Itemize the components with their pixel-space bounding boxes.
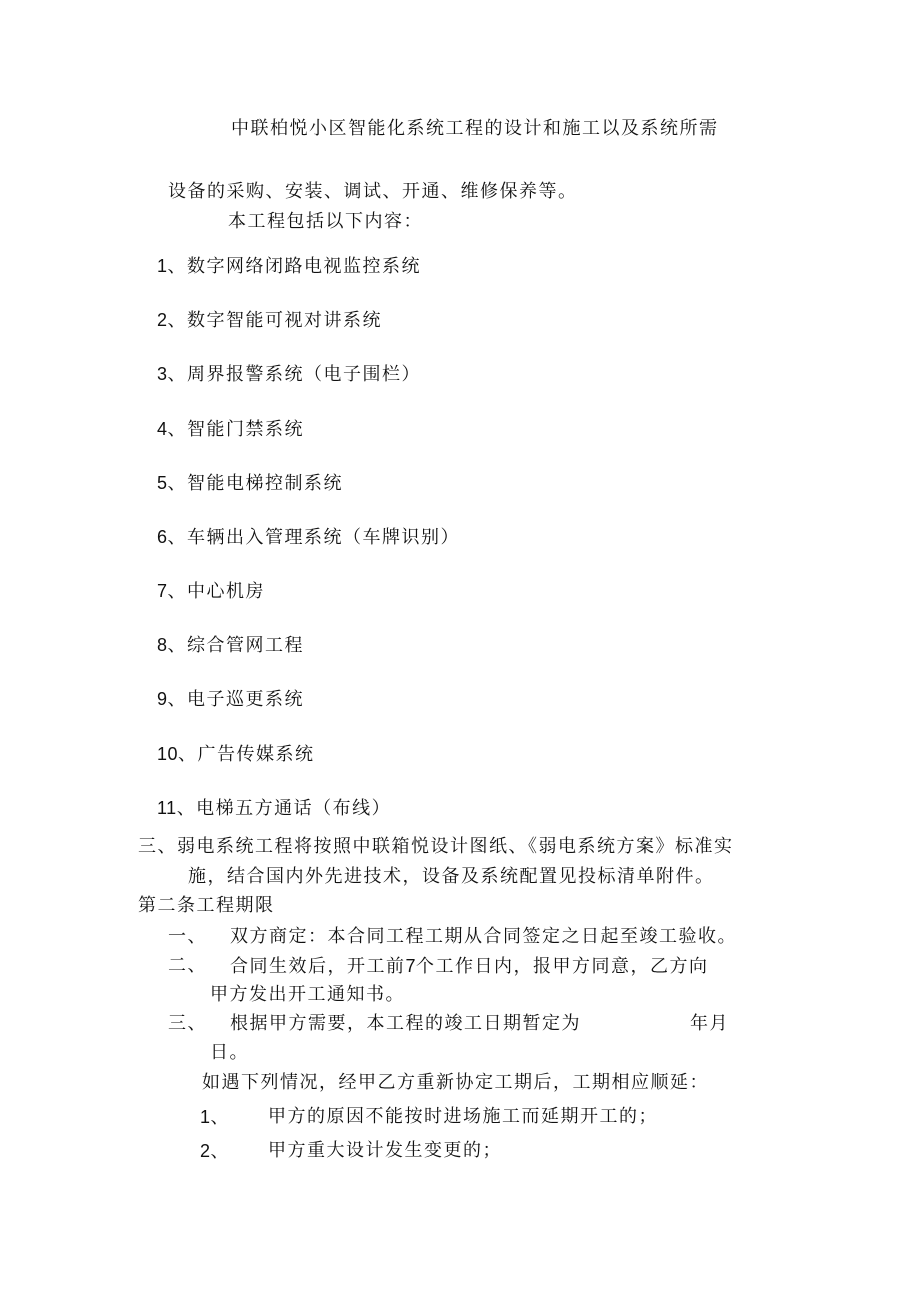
delay-item-2-text: 甲方重大设计发生变更的； <box>268 1140 502 1161</box>
section-3-line-2: 施，结合国内外先进技术，设备及系统配置见投标清单附件。 <box>188 866 715 887</box>
list-item: 2、数字智能可视对讲系统 <box>157 310 383 331</box>
term-item-2-label: 二、 <box>168 955 207 976</box>
delay-intro: 如遇下列情况，经甲乙方重新协定工期后，工期相应顺延： <box>202 1072 709 1093</box>
list-item: 3、周界报警系统（电子围栏） <box>157 364 422 385</box>
list-item: 10、广告传媒系统 <box>157 744 315 765</box>
list-item: 4、智能门禁系统 <box>157 419 305 440</box>
term-item-1-text: 双方商定：本合同工程工期从合同签定之日起至竣工验收。 <box>230 926 737 947</box>
delay-item-1-num: 1、 <box>200 1107 231 1128</box>
term-item-1-label: 一、 <box>168 926 207 947</box>
list-item: 9、电子巡更系统 <box>157 689 305 710</box>
intro-line-1: 中联柏悦小区智能化系统工程的设计和施工以及系统所需 <box>231 118 719 139</box>
intro-line-2: 设备的采购、安装、调试、开通、维修保养等。 <box>168 181 578 202</box>
term-item-3-text: 根据甲方需要，本工程的竣工日期暂定为 <box>230 1013 581 1034</box>
term-item-3-cont: 日。 <box>210 1042 249 1063</box>
term-item-3-label: 三、 <box>168 1013 207 1034</box>
term-item-2-cont: 甲方发出开工通知书。 <box>210 984 405 1005</box>
list-item: 11、电梯五方通话（布线） <box>157 798 392 819</box>
term-item-3-date: 年月 <box>690 1013 729 1034</box>
intro-line-3: 本工程包括以下内容： <box>228 211 423 232</box>
article-2-title: 第二条工程期限 <box>138 895 275 916</box>
term-item-2-text: 合同生效后，开工前7个工作日内，报甲方同意，乙方向 <box>230 956 709 977</box>
list-item: 6、车辆出入管理系统（车牌识别） <box>157 527 461 548</box>
list-item: 1、数字网络闭路电视监控系统 <box>157 256 422 277</box>
list-item: 5、智能电梯控制系统 <box>157 473 344 494</box>
delay-item-2-num: 2、 <box>200 1141 231 1162</box>
list-item: 8、综合管网工程 <box>157 635 305 656</box>
section-3-line-1: 三、弱电系统工程将按照中联箱悦设计图纸、《弱电系统方案》标准实 <box>138 836 734 857</box>
list-item: 7、中心机房 <box>157 581 266 602</box>
delay-item-1-text: 甲方的原因不能按时进场施工而延期开工的； <box>268 1106 658 1127</box>
